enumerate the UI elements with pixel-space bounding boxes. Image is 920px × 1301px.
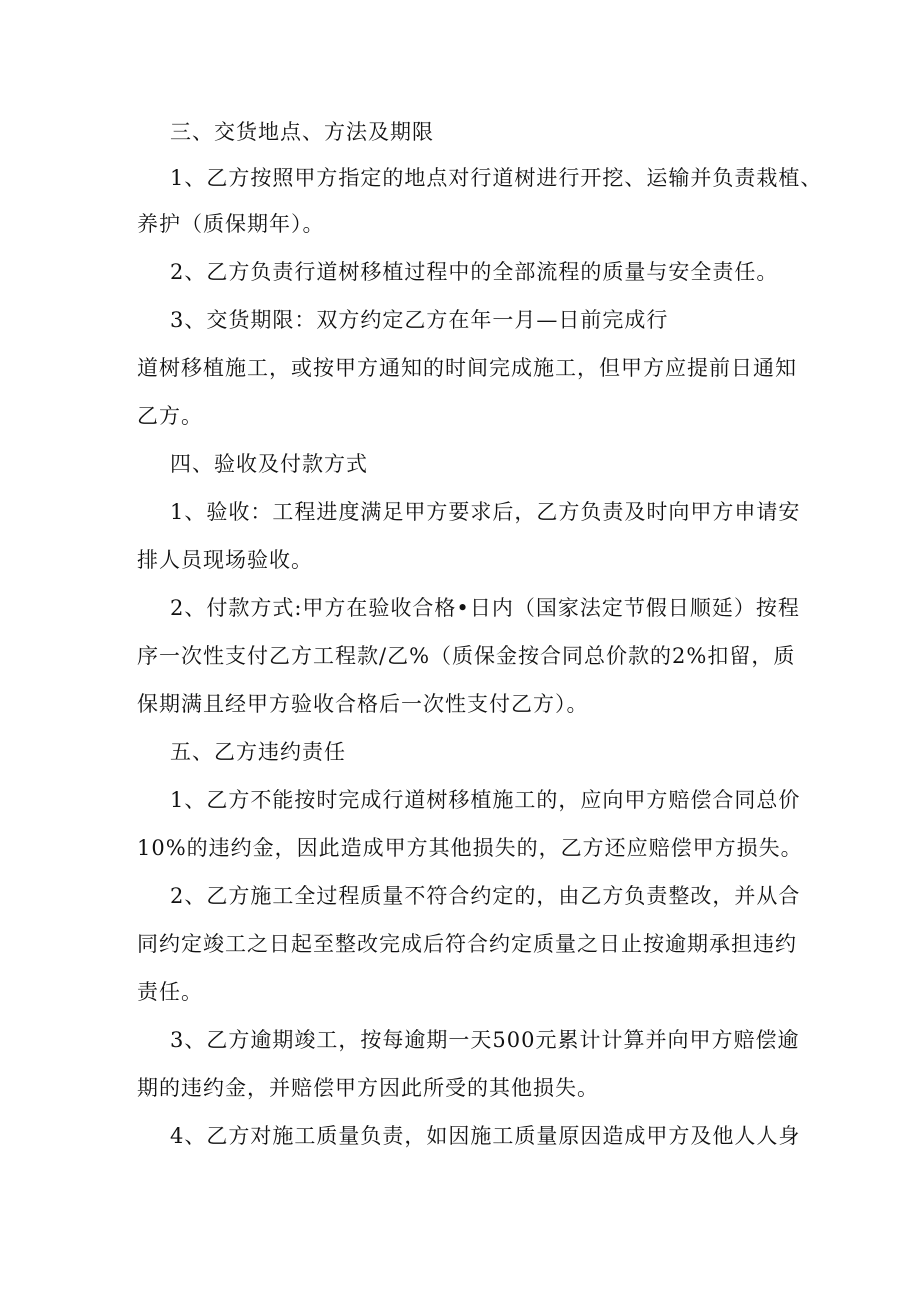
paragraph-line: 1、验收：工程进度满足甲方要求后，乙方负责及时向甲方申请安: [170, 500, 801, 524]
paragraph-line: 3、交货期限：双方约定乙方在年一月—日前完成行: [170, 308, 669, 332]
paragraph-line: 道树移植施工，或按甲方通知的时间完成施工，但甲方应提前日通知: [137, 356, 797, 380]
paragraph-line: 4、乙方对施工质量负责，如因施工质量原因造成甲方及他人人身: [170, 1124, 801, 1148]
paragraph-line: 1、乙方不能按时完成行道树移植施工的，应向甲方赔偿合同总价: [170, 788, 801, 812]
paragraph-line: 10%的违约金，因此造成甲方其他损失的，乙方还应赔偿甲方损失。: [137, 836, 803, 860]
paragraph-line: 同约定竣工之日起至整改完成后符合约定质量之日止按逾期承担违约: [137, 932, 797, 956]
section-heading-acceptance: 四、验收及付款方式: [170, 452, 368, 476]
paragraph-line: 乙方。: [137, 404, 203, 428]
section-heading-liability: 五、乙方违约责任: [170, 740, 346, 764]
paragraph-line: 责任。: [137, 980, 203, 1004]
paragraph-line: 1、乙方按照甲方指定的地点对行道树进行开挖、运输并负责栽植、: [170, 166, 823, 190]
paragraph-line: 期的违约金，并赔偿甲方因此所受的其他损失。: [137, 1076, 599, 1100]
paragraph-line: 2、乙方施工全过程质量不符合约定的，由乙方负责整改，并从合: [170, 884, 801, 908]
paragraph-line: 序一次性支付乙方工程款/乙%（质保金按合同总价款的2%扣留，质: [137, 644, 796, 668]
paragraph-line: 养护（质保期年）。: [137, 212, 325, 236]
paragraph-line: 保期满且经甲方验收合格后一次性支付乙方）。: [137, 692, 589, 716]
section-heading-delivery: 三、交货地点、方法及期限: [170, 120, 434, 144]
paragraph-line: 2、付款方式:甲方在验收合格•日内（国家法定节假日顺延）按程: [170, 596, 800, 620]
paragraph-line: 3、乙方逾期竣工，按每逾期一天500元累计计算并向甲方赔偿逾: [170, 1028, 800, 1052]
paragraph-line: 排人员现场验收。: [137, 548, 313, 572]
paragraph-line: 2、乙方负责行道树移植过程中的全部流程的质量与安全责任。: [170, 260, 779, 284]
